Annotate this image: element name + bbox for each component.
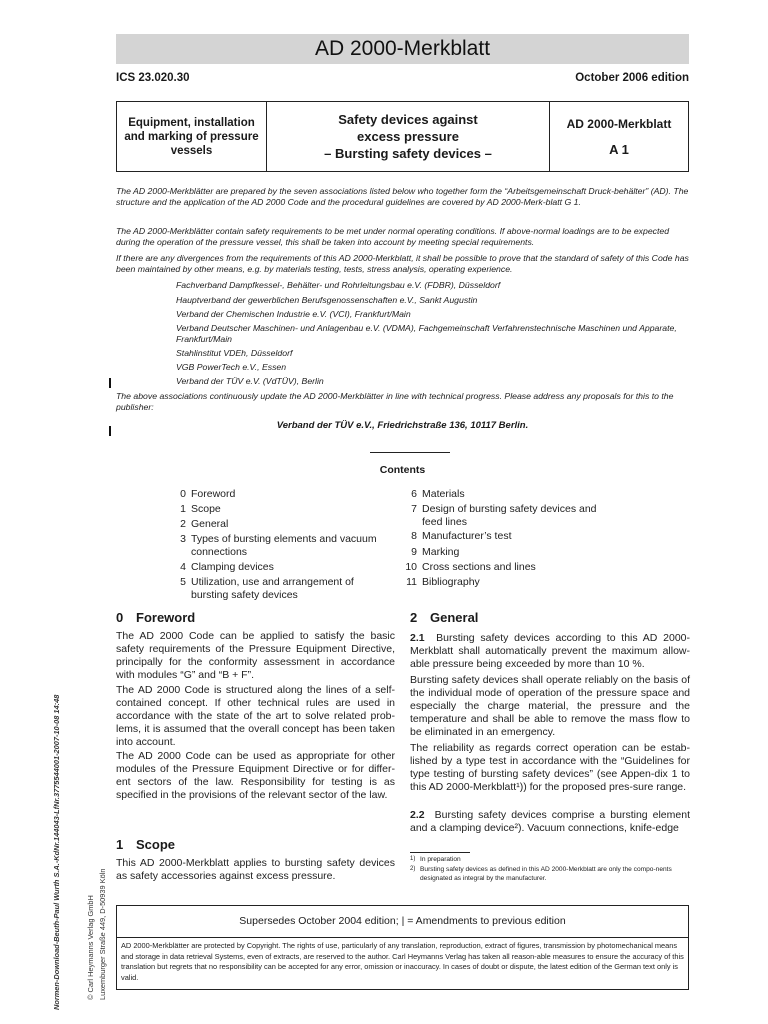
toc-number: 3	[180, 533, 186, 545]
association-item: VGB PowerTech e.V., Essen	[176, 362, 287, 372]
heading-category-text: Equipment, installation and marking of pressure vessels	[124, 116, 259, 157]
toc-label: General	[191, 518, 229, 530]
heading-code	[550, 102, 688, 171]
toc-number: 4	[180, 561, 186, 573]
foreword-paragraph-1: The AD 2000 Code can be applied to satisfy the basic safety requirements of the Pressure Equipment Directive, principally for the conformity assessment in accordance with modules “G” and “B + F”.	[116, 630, 395, 681]
toc-label: Design of bursting safety devices and feed lines	[422, 503, 597, 528]
amendment-marker	[109, 426, 111, 436]
toc-label: Foreword	[191, 488, 236, 500]
toc-label: Marking	[422, 546, 460, 558]
toc-label: Utilization, use and arrangement of bursting safety devices	[191, 576, 354, 601]
footnote-mark: 2)	[410, 866, 416, 872]
publisher-copyright-line1: © Carl Heymanns Verlag GmbH	[86, 895, 95, 1000]
toc-number: 8	[411, 530, 417, 542]
clause-number: 2.2	[410, 809, 425, 821]
general-paragraph-2-1c: The reliability as regards correct operation can be estab-lished by a type test in accordance with the “Guidelines for type testing of bursting safety devices” (see Appen-dix 1 to this AD 2000-Merkblatt¹)) for the proposed pres-sure range.	[410, 742, 690, 793]
toc-number: 7	[411, 503, 417, 515]
intro-paragraph-1: The AD 2000-Merkblätter are prepared by the seven associations listed below who together form the “Arbeitsgemeinschaft Druck-behälter” (AD). The structure and the application of the AD 2000 Code and the procedural guidelines are covered by AD 2000-Merk-blatt G 1.	[116, 186, 689, 207]
footnote-text: In preparation	[420, 856, 461, 863]
heading-subject-line1: Safety devices against	[338, 112, 478, 127]
heading-subject-line3: – Bursting safety devices –	[324, 146, 492, 161]
publisher-address: Verband der TÜV e.V., Friedrichstraße 136, 10117 Berlin.	[276, 420, 529, 431]
toc-label: Bibliography	[422, 576, 480, 588]
footnote-text: Bursting safety devices as defined in this AD 2000-Merkblatt are only the compo-nents designated as integral by the manufacturer.	[420, 866, 672, 882]
foreword-paragraph-2: The AD 2000 Code is structured along the lines of a self-contained concept. If other technical rules are used in accordance with the state of the art to solve related prob-lems, it is assumed that the overall concept has been taken into account.	[116, 684, 395, 748]
toc-number: 2	[180, 518, 186, 530]
clause-text: Bursting safety devices according to this AD 2000-Merkblatt shall automatically prevent the maximum allow-able pressure being exceeded by more than 10 %.	[410, 632, 690, 670]
footnote-mark: 1)	[410, 856, 416, 862]
general-paragraph-2-2	[410, 809, 690, 835]
section-number: 1	[116, 837, 124, 852]
amendment-marker	[109, 378, 111, 388]
association-item: Hauptverband der gewerblichen Berufsgenossenschaften e.V., Sankt Augustin	[176, 295, 478, 305]
scope-paragraph-1: This AD 2000-Merkblatt applies to bursting safety devices as safety accessories against excess pressure.	[116, 857, 395, 882]
heading-box	[116, 101, 689, 172]
general-paragraph-2-1	[410, 632, 690, 671]
clause-number: 2.1	[410, 632, 425, 644]
intro-paragraph-4: The above associations continuously update the AD 2000-Merkblätter in line with technical progress. Please address any proposals for this to the publisher:	[116, 391, 674, 412]
toc-number: 5	[180, 576, 186, 588]
toc-label: Cross sections and lines	[422, 561, 536, 573]
foreword-paragraph-3: The AD 2000 Code can be used as appropriate for other modules of the Pressure Equipment Directive or for differ-ent sectors of the law. Responsibility for testing is as specified in the provisions of the relevant sector of the law.	[116, 750, 395, 801]
divider-line	[370, 452, 450, 453]
ics-code: ICS 23.020.30	[116, 72, 190, 84]
footnote-rule	[410, 852, 470, 853]
document-title: AD 2000-Merkblatt	[116, 34, 689, 64]
association-item: Verband Deutscher Maschinen- und Anlagenbau e.V. (VDMA), Fachgemeinschaft Verfahrenstechnische Maschinen und Apparate, Frankfurt/Main	[176, 323, 677, 344]
section-title: Foreword	[136, 610, 196, 625]
toc-label: Scope	[191, 503, 221, 515]
heading-category	[117, 102, 267, 171]
contents-heading: Contents	[379, 464, 426, 476]
section-number: 2	[410, 610, 418, 625]
section-title: Scope	[136, 837, 176, 852]
publisher-copyright-line2: Luxemburger Straße 449, D-50939 Köln	[98, 868, 107, 1000]
copyright-notice: AD 2000-Merkblätter are protected by Copyright. The rights of use, particularly of any translation, reproduction, extract of figures, transmission by photomechanical means and storage in data retrieval Systems, even of extracts, are reserved to the author. Carl Heymanns Verlag has taken all reason-able measures to ensure the accuracy of this translation but regrets that no responsibility can be accepted for any error, omission or inaccuracy. In cases of doubt or dispute, the latest edition of the German text only is valid.	[116, 938, 689, 990]
toc-label: Types of bursting elements and vacuum connections	[191, 533, 377, 558]
section-heading-foreword	[116, 610, 195, 625]
toc-label: Manufacturer’s test	[422, 530, 512, 542]
section-heading-scope	[116, 837, 175, 852]
association-item: Verband der TÜV e.V. (VdTÜV), Berlin	[176, 376, 324, 386]
section-number: 0	[116, 610, 124, 625]
heading-code-line1: AD 2000-Merkblatt	[566, 116, 672, 131]
supersedes-notice: Supersedes October 2004 edition; | = Amendments to previous edition	[116, 905, 689, 938]
clause-text: Bursting safety devices comprise a bursting element and a clamping device²). Vacuum connections, knife-edge	[410, 809, 690, 834]
download-watermark: Normen-Download-Beuth-Paul Wurth S.A.-KdNr.144043-LfNr.3775544001-2007-10-08 14:48	[52, 694, 61, 1010]
toc-label: Materials	[422, 488, 465, 500]
heading-code-number: A 1	[609, 141, 629, 157]
footnote-2	[410, 866, 690, 883]
association-item: Stahlinstitut VDEh, Düsseldorf	[176, 348, 293, 358]
edition-date: October 2006 edition	[575, 72, 689, 84]
intro-paragraph-3: If there are any divergences from the requirements of this AD 2000-Merkblatt, it shall be possible to prove that the standard of safety of this Code has been maintained by other means, e.g. by materials testing, tests, stress analysis, operating experience.	[116, 253, 689, 274]
general-paragraph-2-1b: Bursting safety devices shall operate reliably on the basis of the individual mode of operation of the pressure space and especially the charge material, the pressure and the temperature and shall be able to remove the mass flow to be eliminated in an emergency.	[410, 674, 690, 738]
section-title: General	[430, 610, 479, 625]
heading-subject-line2: excess pressure	[357, 129, 459, 144]
toc-number: 9	[411, 546, 417, 558]
association-item: Verband der Chemischen Industrie e.V. (VCI), Frankfurt/Main	[176, 309, 411, 319]
association-item: Fachverband Dampfkessel-, Behälter- und Rohrleitungsbau e.V. (FDBR), Düsseldorf	[176, 280, 501, 290]
toc-label: Clamping devices	[191, 561, 274, 573]
heading-subject	[267, 102, 550, 171]
toc-number: 0	[180, 488, 186, 500]
intro-paragraph-2: The AD 2000-Merkblätter contain safety requirements to be met under normal operating conditions. If above-normal loadings are to be expected during the operation of the pressure vessel, this shall be taken into account by meeting special requirements.	[116, 226, 670, 247]
footnote-1	[410, 856, 690, 865]
toc-number: 11	[406, 576, 417, 588]
toc-number: 10	[405, 561, 417, 573]
toc-number: 1	[180, 503, 186, 515]
toc-number: 6	[411, 488, 417, 500]
section-heading-general	[410, 610, 478, 625]
